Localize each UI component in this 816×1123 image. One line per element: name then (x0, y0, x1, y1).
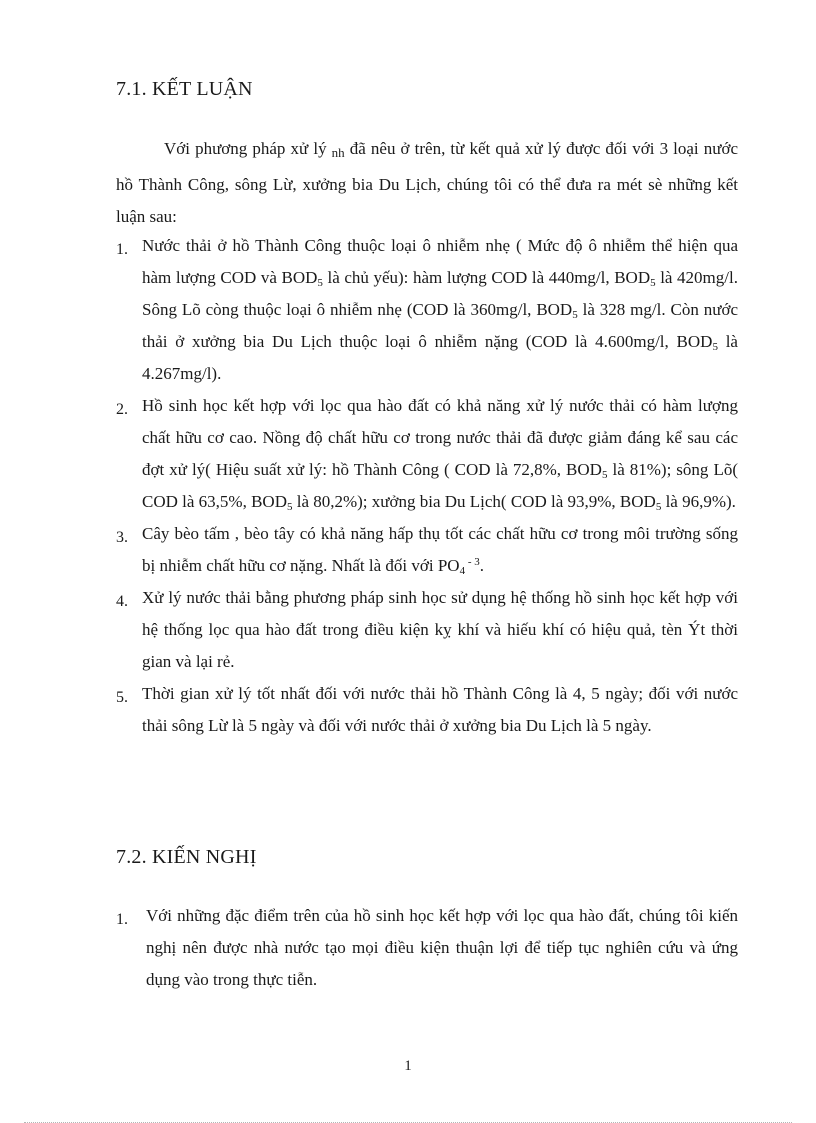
list-number: 3. (116, 529, 128, 546)
list-item (116, 900, 738, 996)
list-number: 2. (116, 401, 128, 418)
list-item (116, 230, 738, 390)
recommendations-list (116, 900, 738, 996)
list-number: 5. (116, 689, 128, 706)
bod-subscript: 5 (572, 309, 578, 321)
list-item (116, 678, 738, 742)
bod-subscript: 5 (650, 277, 656, 289)
item-text: là 96,9%). (661, 492, 736, 511)
item-text: là 4.267mg/l). (142, 332, 738, 383)
bod-subscript: 5 (601, 469, 608, 481)
item-text: là 80,2%); xưởng bia Du Lịch( COD là 93,9%, BOD (292, 492, 656, 511)
item-text: là 328 mg/l. Còn nước thải ở xưởng bia Du Lịch thuộc loại ô nhiễm nặng (COD là 4.600mg/l, BOD (142, 300, 738, 351)
item-text: là 420mg/l. Sông Lõ còng thuộc loại ô nhiễm nhẹ (COD là 360mg/l, BOD (142, 268, 738, 319)
list-number: 1. (116, 241, 128, 258)
list-item (116, 390, 738, 518)
item-text: Hồ sinh học kết hợp với lọc qua hào đất có khả năng xử lý nước thải có hàm lượng chất hữu cơ cao. Nồng độ chất hữu cơ trong nước thải đã được giảm đáng kể sau các đợt xử lý( Hiệu suất xử lý: hồ Thành Công ( COD là 72,8%, BOD (142, 396, 738, 479)
item-text: là chủ yếu): hàm lượng COD là 440mg/l, BOD (322, 268, 651, 287)
item-text: . (479, 556, 484, 575)
list-number: 4. (116, 593, 128, 610)
intro-text-1: Với phương pháp xử lý (164, 139, 332, 158)
item-text: Thời gian xử lý tốt nhất đối với nước thải hồ Thành Công là 4, 5 ngày; đối với nước thải sông Lừ là 5 ngày và đối với nước thải ở xưởng bia Du Lịch là 5 ngày. (142, 684, 738, 735)
section-heading-conclusions: 7.1. KẾT LUẬN (116, 78, 253, 100)
intro-text-2: nh (331, 145, 345, 160)
list-item (116, 582, 738, 678)
item-text: Xử lý nước thải bằng phương pháp sinh học sử dụng hệ thống hồ sinh học kết hợp với hệ thống lọc qua hào đất trong điều kiện kỵ khí và hiếu khí có hiệu quả, tèn Ýt thời gian và lại rẻ. (142, 588, 738, 671)
intro-paragraph (116, 133, 738, 233)
list-number: 1. (116, 911, 128, 928)
item-text: Với những đặc điểm trên của hồ sinh học kết hợp với lọc qua hào đất, chúng tôi kiến nghị nên được nhà nước tạo mọi điều kiện thuận lợi để tiếp tục nghiên cứu và ứng dụng vào trong thực tiễn. (146, 906, 738, 989)
intro-text-3: đã nêu ở trên, từ kết quả xử lý được đối với 3 loại nước hồ Thành Công, sông Lừ, xưởng bia Du Lịch, chúng tôi có thể đưa ra mét sè những kết luận sau: (116, 139, 738, 226)
po4-superscript: - 3 (465, 556, 480, 568)
item-text: là 81%); sông Lõ( COD là 63,5%, BOD (142, 460, 738, 511)
section-heading-recommendations: 7.2. KIẾN NGHỊ (116, 846, 257, 868)
bod-subscript: 5 (655, 501, 662, 513)
item-text: Nước thải ở hồ Thành Công thuộc loại ô nhiễm nhẹ ( Mức độ ô nhiễm thể hiện qua hàm lượng COD và BOD (142, 236, 738, 287)
item-text: Cây bèo tấm , bèo tây có khả năng hấp thụ tốt các chất hữu cơ trong môi trường sống bị nhiễm chất hữu cơ nặng. Nhất là đối với PO (142, 524, 738, 575)
conclusions-list (116, 230, 738, 742)
page-number: 1 (404, 1058, 412, 1074)
po4-subscript: 4 (459, 565, 466, 577)
bod-subscript: 5 (712, 341, 718, 353)
bod-subscript: 5 (286, 501, 293, 513)
bod-subscript: 5 (317, 277, 323, 289)
list-item (116, 518, 738, 582)
